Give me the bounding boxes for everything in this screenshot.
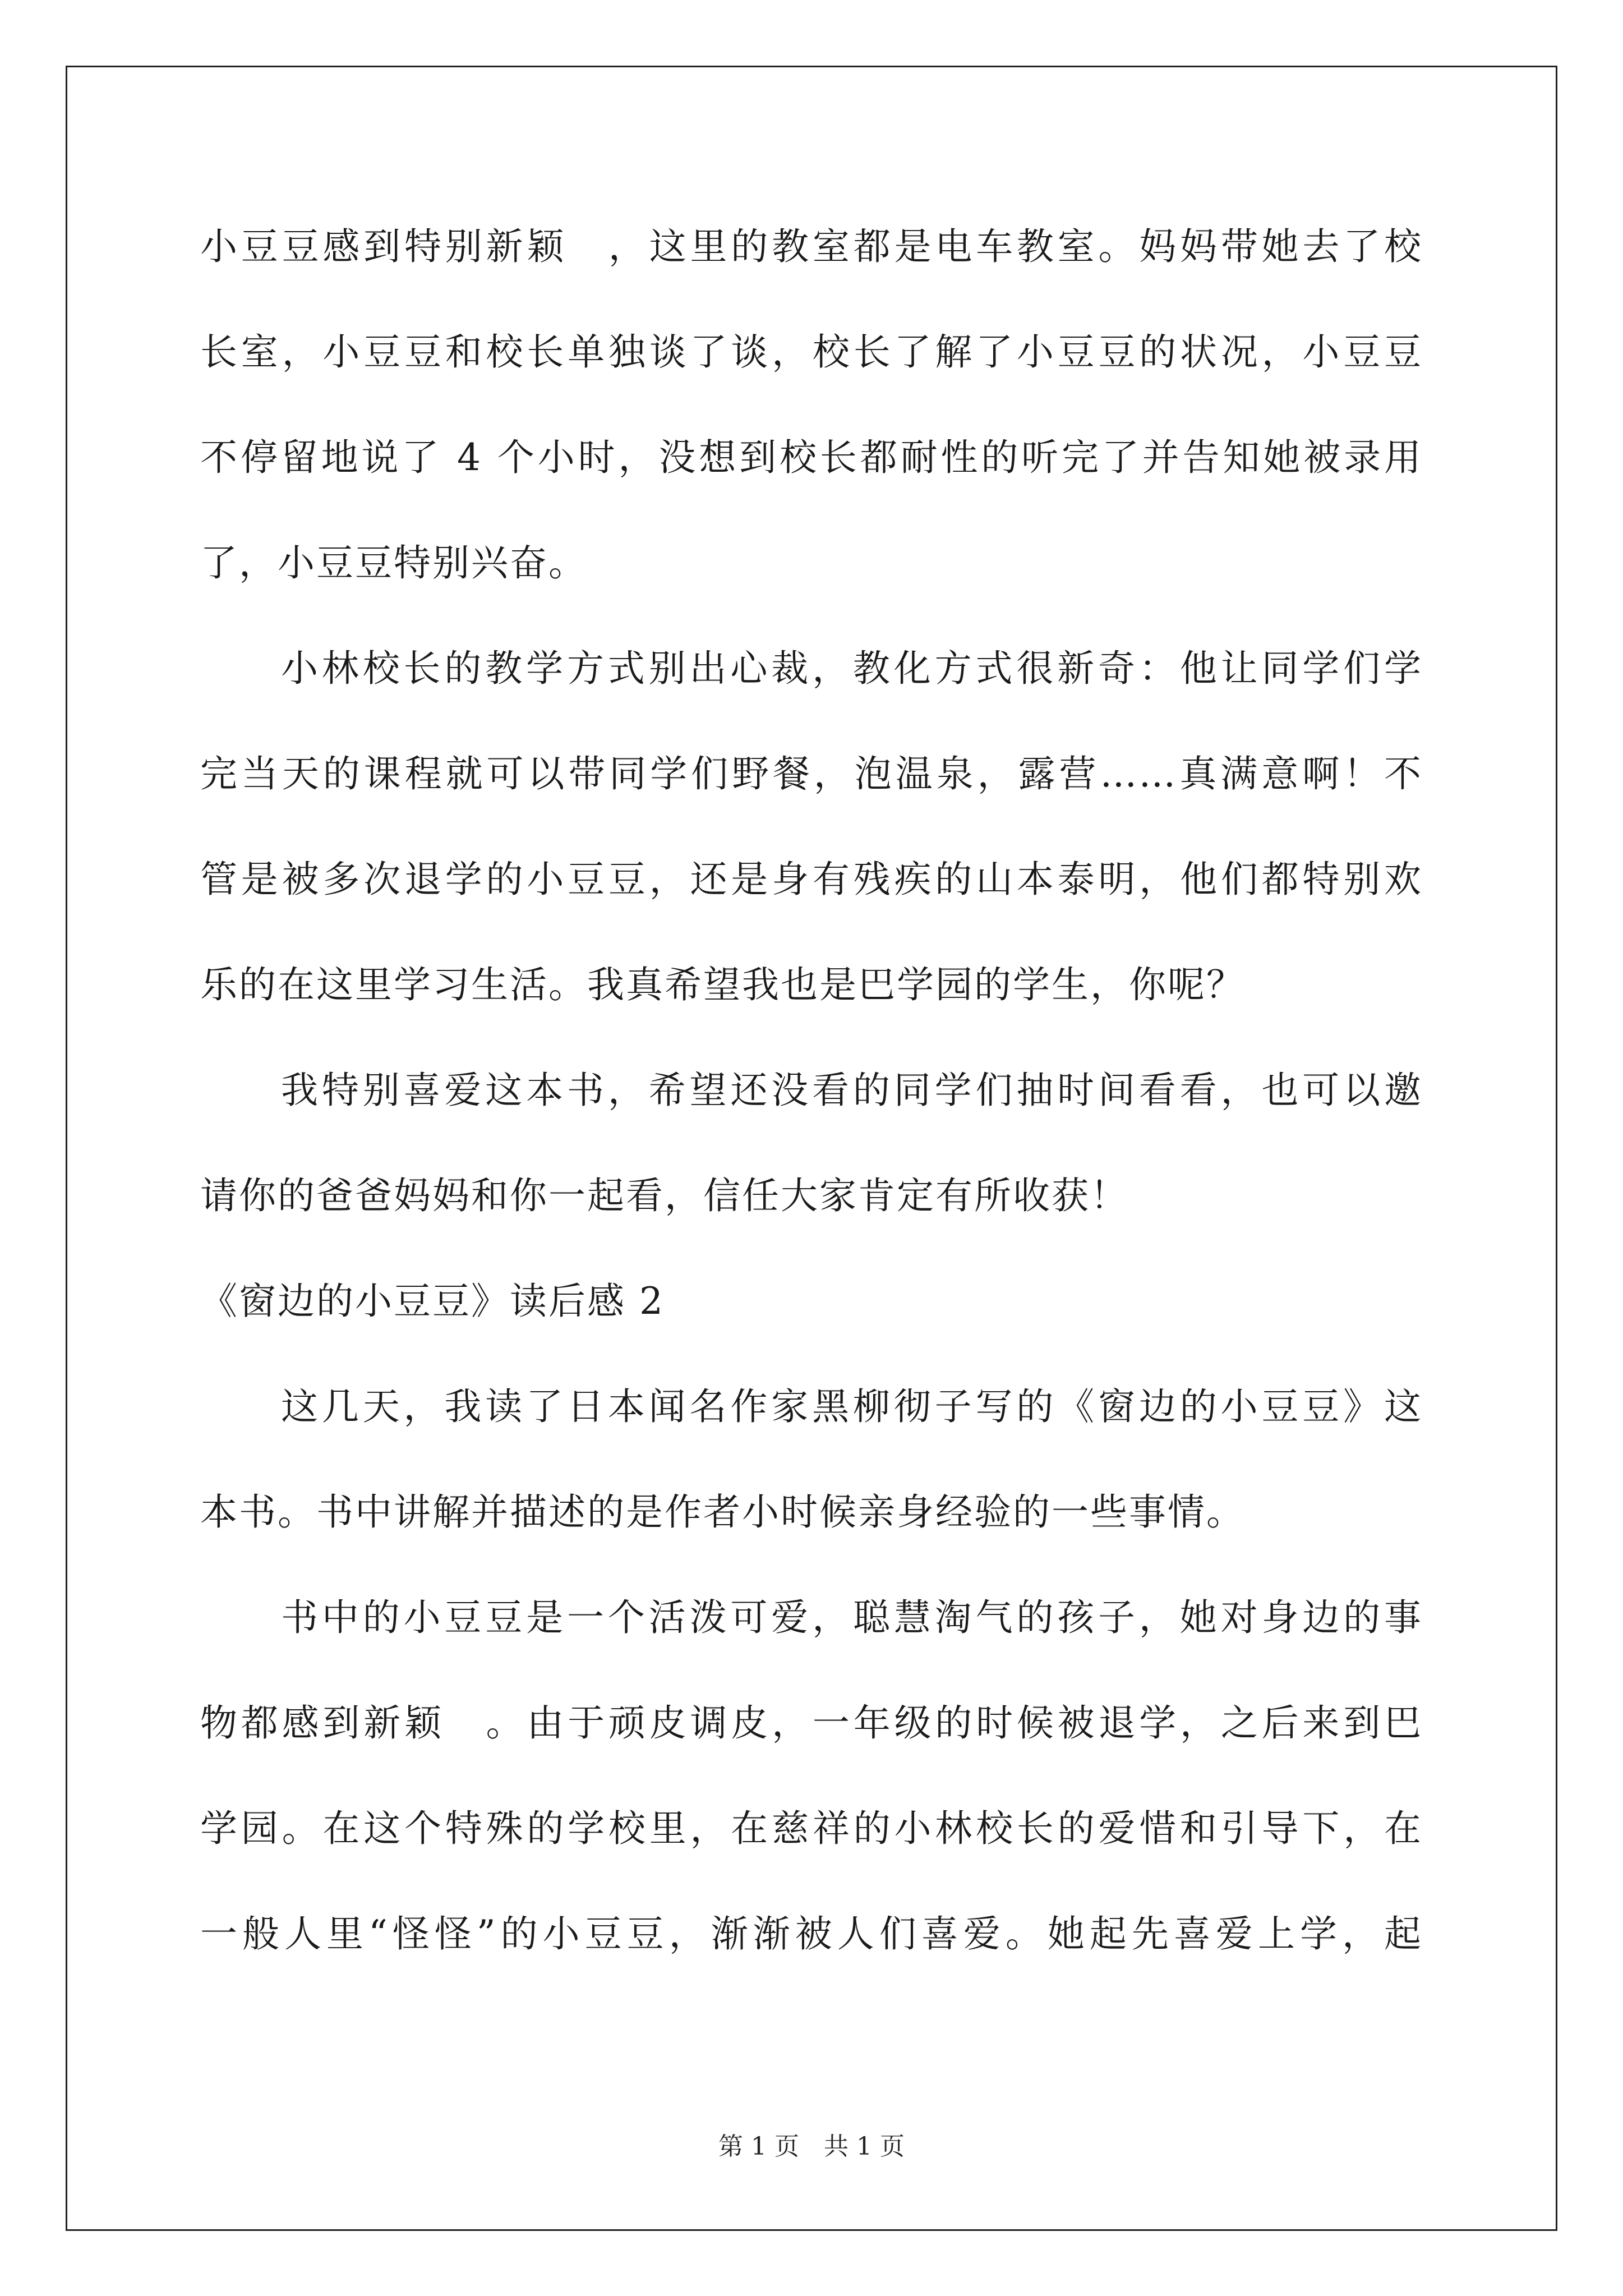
text-line-6: 完当天的课程就可以带同学们野餐，泡温泉，露营……真满意啊！不 [200, 752, 1423, 795]
text-line-17: 一般人里“怪怪”的小豆豆，渐渐被人们喜爱。她起先喜爱上学，起 [200, 1912, 1423, 1955]
text-line-2: 长室，小豆豆和校长单独谈了谈，校长了解了小豆豆的状况，小豆豆 [200, 330, 1423, 374]
text-line-8: 乐的在这里学习生活。我真希望我也是巴学园的学生，你呢？ [200, 963, 1245, 1006]
text-line-1: 小豆豆感到特别新颖 ，这里的教室都是电车教室。妈妈带她去了校 [200, 225, 1423, 268]
text-line-12: 这几天，我读了日本闻名作家黑柳彻子写的《窗边的小豆豆》这 [281, 1385, 1423, 1428]
page-footer: 第 1 页 共 1 页 [718, 2132, 905, 2161]
text-line-7: 管是被多次退学的小豆豆，还是身有残疾的山本泰明，他们都特别欢 [200, 858, 1423, 901]
text-line-4: 了，小豆豆特别兴奋。 [200, 541, 587, 585]
text-line-5: 小林校长的教学方式别出心裁，教化方式很新奇：他让同学们学 [281, 647, 1423, 690]
text-line-10: 请你的爸爸妈妈和你一起看，信任大家肯定有所收获！ [200, 1174, 1129, 1217]
text-line-14: 书中的小豆豆是一个活泼可爱，聪慧淘气的孩子，她对身边的事 [281, 1596, 1423, 1639]
text-line-16: 学园。在这个特殊的学校里，在慈祥的小林校长的爱惜和引导下，在 [200, 1807, 1423, 1850]
text-line-3: 不停留地说了 4 个小时，没想到校长都耐性的听完了并告知她被录用 [200, 436, 1423, 479]
section-heading: 《窗边的小豆豆》读后感 2 [200, 1280, 665, 1323]
text-line-15: 物都感到新颖 。由于顽皮调皮，一年级的时候被退学，之后来到巴 [200, 1701, 1423, 1745]
document-body [200, 210, 1423, 2003]
text-line-13: 本书。书中讲解并描述的是作者小时候亲身经验的一些事情。 [200, 1490, 1245, 1534]
text-line-9: 我特别喜爱这本书，希望还没看的同学们抽时间看看，也可以邀 [281, 1069, 1423, 1112]
